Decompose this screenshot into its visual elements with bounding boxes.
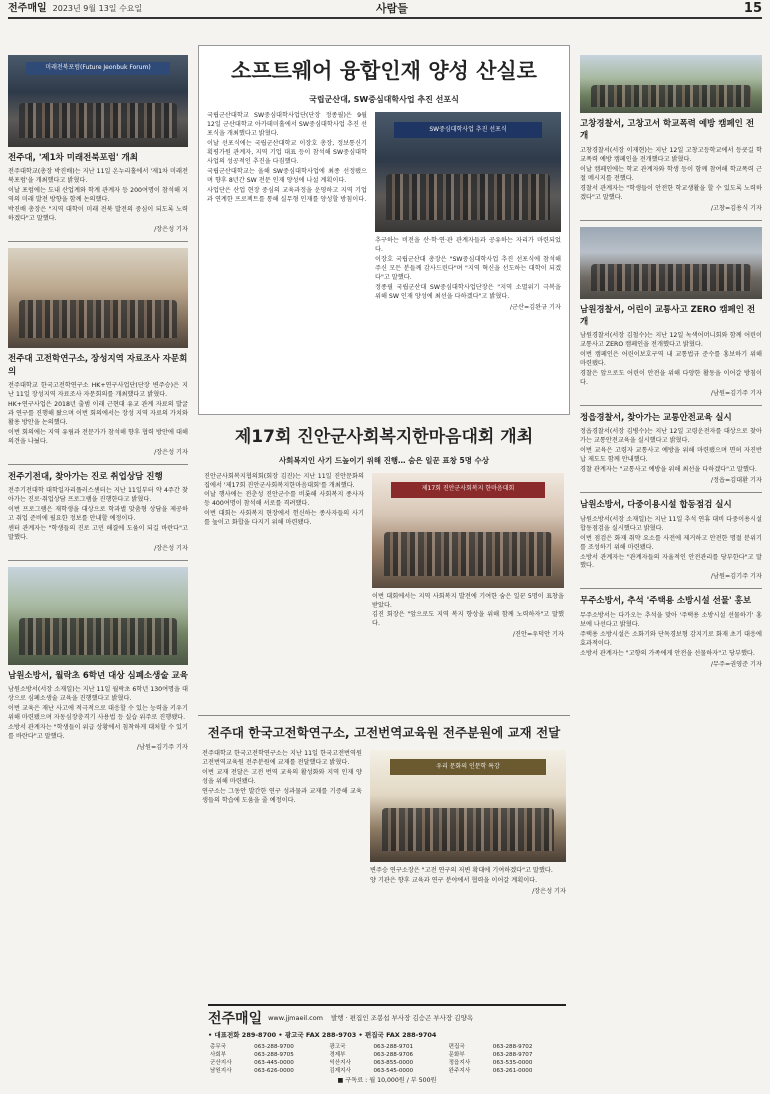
article-title: 전주대, '제1차 미래전북포럼' 개최 — [8, 153, 138, 163]
photo-banner: 우리 문화의 인문학 특강 — [390, 759, 547, 775]
paragraph: 무주소방서는 다가오는 추석을 맞아 '주택용 소방시설 선물하기' 홍보에 나선다고 밝혔다. — [580, 611, 762, 628]
article-body — [580, 612, 762, 659]
paragraph: 이번 교재 전달은 고전 번역 교육의 활성화와 지역 인재 양성을 위해 마련됐다. — [202, 769, 362, 786]
article-title: 남원소방서, 월락초 6학년 대상 심폐소생술 교육 — [8, 670, 188, 681]
paragraph: 이날 행사에는 전춘성 진안군수를 비롯해 사회복지 종사자 등 400여명이 참석해 서로를 격려했다. — [204, 491, 364, 508]
paragraph: 변주승 연구소장은 "고전 연구의 저변 확대에 기여하겠다"고 말했다. — [370, 867, 553, 875]
byline: /무주=권영준 기자 — [710, 660, 762, 668]
photo-banner: 제17회 진안군사회복지 한마음대회 — [391, 482, 545, 498]
paragraph: 김진 회장은 "앞으로도 지역 복지 향상을 위해 함께 노력하자"고 말했다. — [372, 611, 564, 628]
byline: /진안=우덕안 기자 — [512, 631, 564, 639]
article-title: 고창경찰서, 고창고서 학교폭력 예방 캠페인 전개 — [580, 119, 755, 142]
article-body — [8, 168, 188, 224]
paragraph: 이번 회의에는 지역 유림과 전문가가 참석해 향후 협력 방안에 대해 의견을 나눴다. — [8, 428, 188, 445]
article-body — [8, 382, 188, 447]
paragraph: 남원소방서(서장 소재일)는 지난 11일 월락초 6학년 130여명을 대상으로 심폐소생술 교육을 진행했다고 밝혔다. — [8, 686, 188, 703]
article-photo — [8, 55, 188, 147]
paragraph: 소방서 관계자는 "관계자들의 자율적인 안전관리를 당부한다"고 말했다. — [580, 553, 762, 570]
paragraph: 이번 대회는 사회복지 현장에서 헌신하는 종사자들의 사기를 높이고 화합을 다지기 위해 마련됐다. — [204, 510, 364, 527]
table-row: 총무국 063-288-9700 광고국 063-288-9701 편집국 063-288-9702 — [210, 1043, 533, 1050]
article-photo — [580, 55, 762, 113]
paragraph: 국립군산대학교는 올해 SW중심대학사업에 최종 선정됐으며 향후 8년간 SW 전문 인재 양성에 나설 계획이다. — [207, 167, 367, 184]
paragraph: 이장호 국립군산대 총장은 "SW중심대학사업 추진 선포식에 참석해 주신 모든 분들께 감사드린다"며 "지역 혁신을 선도하는 대학이 되겠다"고 말했다. — [375, 256, 561, 281]
article-photo — [370, 750, 566, 862]
byline: /고창=김용식 기자 — [710, 204, 762, 212]
article-box — [198, 45, 570, 415]
paragraph: 이번 교육은 고령자 교통사고 예방을 위해 마련됐으며 면허 자진반납 제도도 함께 안내했다. — [580, 447, 762, 464]
table-row: 군산지사 063-445-0000 익산지사 063-855-0000 정읍지사 063-535-0000 — [210, 1059, 533, 1066]
paragraph: 박진배 총장은 "지역 대학이 미래 전북 발전의 중심이 되도록 노력하겠다"고 말했다. — [8, 206, 188, 223]
article-body — [372, 593, 564, 630]
paragraph: HK+연구사업은 2018년 출범 이래 근현대 유교 관계 자료의 발굴과 연구를 진행해 왔으며 이번 회의에서는 장성 지역 자료의 가치와 활용 방안을 논의했다. — [8, 400, 188, 426]
paragraph: 이번 캠페인은 어린이보호구역 내 교통법규 준수를 홍보하기 위해 마련됐다. — [580, 351, 762, 368]
article-photo — [375, 112, 561, 232]
section-title: 사람들 — [376, 2, 408, 16]
right-column — [580, 55, 762, 670]
paragraph: 이번 대회에서는 지역 사회복지 발전에 기여한 숨은 일꾼 5명이 표창을 받았다. — [372, 592, 564, 609]
article-body — [580, 428, 762, 475]
masthead-footer: ■ 구독료 : 월 10,000원 / 부 500원 — [337, 1077, 437, 1085]
paragraph: 소방서 관계자는 "고향의 가족에게 안전을 선물하자"고 당부했다. — [580, 649, 755, 657]
paragraph: 전주기전대학 대학일자리플러스센터는 지난 11일부터 약 4주간 찾아가는 진로·취업상담 프로그램을 진행한다고 밝혔다. — [8, 487, 188, 503]
article-body — [8, 686, 188, 742]
paragraph: 정읍경찰서(서장 김병수)는 지난 12일 고령운전자를 대상으로 찾아가는 교통안전교육을 실시했다고 밝혔다. — [580, 428, 762, 445]
article-body — [580, 516, 762, 572]
paragraph: 고창경찰서(서장 이재현)는 지난 12일 고창고등학교에서 등굣길 학교폭력 예방 캠페인을 전개했다고 밝혔다. — [580, 146, 762, 163]
paragraph: 전주대학교 한국고전학연구소 HK+연구사업단(단장 변주승)은 지난 11일 장성지역 자료조사 자문회의를 개최했다고 밝혔다. — [8, 381, 188, 398]
paragraph: 이날 포럼에는 도내 산업계와 학계 관계자 등 200여명이 참석해 지역의 미래 발전 방향을 함께 논의했다. — [8, 187, 188, 204]
article-headline: 제17회 진안군사회복지한마음대회 개최 — [234, 427, 534, 447]
byline: /남원=김기주 기자 — [136, 744, 188, 752]
paragraph: 주택용 소방시설은 소화기와 단독경보형 감지기로 화재 초기 대응에 효과적이다. — [580, 630, 762, 647]
article-title: 정읍경찰서, 찾아가는 교통안전교육 실시 — [580, 413, 732, 424]
photo-banner: 미래전북포럼(Future Jeonbuk Forum) — [26, 62, 170, 75]
paragraph: 이번 점검은 화재 취약 요소를 사전에 제거하고 안전한 명절 분위기를 조성하기 위해 마련됐다. — [580, 534, 762, 551]
paragraph: 사업단은 산업 현장 중심의 교육과정을 운영하고 지역 기업과 연계한 프로젝트를 통해 실무형 인재를 양성할 방침이다. — [207, 186, 367, 203]
paragraph: 경찰 관계자는 "교통사고 예방을 위해 최선을 다하겠다"고 말했다. — [580, 466, 757, 474]
issue-date: 2023년 9월 13일 수요일 — [52, 4, 143, 14]
masthead-publishers: 발행 · 편집인 조봉섭 부사장 김승곤 부사장 김양옥 — [331, 1014, 474, 1023]
paragraph: 정종필 국립군산대 SW중심대학사업단장은 "지역 소멸위기 극복을 위해 SW 인재 양성에 최선을 다하겠다"고 밝혔다. — [375, 283, 561, 300]
paragraph: 이번 프로그램은 재학생을 대상으로 학과별 맞춤형 상담을 제공하고 취업 준비에 필요한 정보를 안내할 예정이다. — [8, 505, 188, 522]
paper-name: 전주매일 — [8, 2, 47, 14]
paragraph: 양 기관은 향후 교육과 연구 분야에서 협력을 이어갈 계획이다. — [370, 877, 538, 885]
byline: /장은성 기자 — [154, 544, 188, 552]
article-photo — [8, 248, 188, 348]
header-rule — [8, 17, 762, 19]
paragraph: 연구소는 그동안 발간한 연구 성과물과 교재를 기증해 교육생들의 학습에 도움을 줄 예정이다. — [202, 788, 362, 805]
paragraph: 전주대학교 한국고전학연구소는 지난 11일 한국고전번역원 고전번역교육원 전주분원에 교재를 전달했다고 밝혔다. — [202, 750, 362, 767]
article-photo — [8, 567, 188, 665]
paragraph: 센터 관계자는 "학생들의 진로 고민 해결에 도움이 되길 바란다"고 말했다. — [8, 524, 188, 541]
article-photo — [580, 227, 762, 299]
article-body — [202, 750, 362, 897]
article-body — [375, 237, 561, 302]
center-column — [198, 45, 570, 985]
paragraph: 추구하는 비전을 산·학·연·관 관계자들과 공유하는 자리가 마련되었다. — [375, 237, 561, 254]
contact-table — [208, 1043, 566, 1075]
article-body — [580, 147, 762, 203]
paragraph: 국립군산대학교 SW중심대학사업단(단장 정종필)은 9월 12일 군산대학교 아카데미홀에서 SW중심대학사업 추진 선포식을 개최했다고 밝혔다. — [207, 112, 367, 137]
paragraph: 전주대학교(총장 박진배)는 지난 11일 온누리홀에서 '제1차 미래전북포럼'을 개최했다고 밝혔다. — [8, 168, 188, 185]
paragraph: 남원소방서(서장 소재일)는 지난 11일 추석 연휴 대비 다중이용시설 합동점검을 실시했다고 밝혔다. — [580, 515, 762, 532]
page-number: 15 — [743, 0, 762, 16]
paragraph: 경찰은 앞으로도 어린이 안전을 위해 다양한 활동을 이어갈 방침이다. — [580, 370, 762, 387]
article-title: 남원경찰서, 어린이 교통사고 ZERO 캠페인 전개 — [580, 304, 756, 327]
byline: /남원=김기주 기자 — [710, 390, 762, 398]
article-body — [204, 473, 364, 641]
photo-banner: SW중심대학사업 추진 선포식 — [394, 122, 543, 139]
paragraph: 남원경찰서(서장 김철수)는 지난 12일 녹색어머니회와 함께 어린이 교통사고 ZERO 캠페인을 전개했다고 밝혔다. — [580, 332, 762, 349]
article-title: 전주대 고전학연구소, 장성지역 자료조사 자문회의 — [8, 354, 188, 377]
article-title: 남원소방서, 다중이용시설 합동점검 실시 — [580, 500, 732, 511]
masthead-logo: 전주매일 — [208, 1011, 263, 1027]
paragraph: 소방서 관계자는 "학생들이 위급 상황에서 침착하게 대처할 수 있기를 바란다"고 말했다. — [8, 724, 188, 741]
article-subhead: 국립군산대, SW중심대학사업 추진 선포식 — [309, 95, 459, 105]
masthead — [208, 1004, 566, 1092]
article-block — [198, 715, 570, 985]
byline: /장은성 기자 — [154, 226, 188, 234]
byline: /군산=김완규 기자 — [509, 303, 561, 311]
article-subhead: 사회복지인 사기 드높이기 위해 진행… 숨은 일꾼 표창 5명 수상 — [278, 455, 490, 465]
byline: /장은성 기자 — [154, 448, 188, 456]
article-body — [207, 112, 367, 313]
byline: /남원=김기주 기자 — [710, 573, 762, 581]
paragraph: 경찰서 관계자는 "학생들이 안전한 학교생활을 할 수 있도록 노력하겠다"고 말했다. — [580, 184, 762, 201]
left-column — [8, 55, 188, 753]
article-title: 무주소방서, 추석 '주택용 소방시설 선물' 홍보 — [580, 596, 752, 607]
article-body — [580, 332, 762, 388]
paragraph: 진안군사회복지협의회(회장 김진)는 지난 11일 진안문화의집에서 '제17회 진안군사회복지한마음대회'를 개최했다. — [204, 472, 364, 489]
article-headline: 전주대 한국고전학연구소, 고전번역교육원 전주분원에 교재 전달 — [207, 725, 561, 740]
article-body — [370, 867, 566, 886]
paragraph: 이날 선포식에는 국립군산대학교 이장호 총장, 정보통신기획평가원 관계자, 지역 기업 대표 등이 참석해 SW중심대학사업의 성공적인 추진을 다짐했다. — [207, 139, 367, 165]
article-headline: 소프트웨어 융합인재 양성 산실로 — [231, 59, 537, 83]
byline: /정읍=김대환 기자 — [710, 477, 762, 485]
article-title: 전주기전대, 찾아가는 진로 취업상담 진행 — [8, 471, 163, 482]
table-row: 남원지사 063-626-0000 김제지사 063-545-0000 완주지사 063-261-0000 — [210, 1068, 533, 1075]
article-body — [8, 487, 188, 543]
byline: /장은성 기자 — [532, 888, 566, 896]
masthead-url: www.jjmaeil.com — [268, 1014, 324, 1023]
table-row: 사회부 063-288-9705 경제부 063-288-9706 문화부 063-288-9707 — [210, 1051, 533, 1058]
article-block — [198, 415, 570, 715]
masthead-phones: • 대표전화 289-8700 • 광고국 FAX 288-9703 • 편집국 FAX 288-9704 — [208, 1031, 437, 1040]
paragraph: 이날 캠페인에는 학교 관계자와 학생 등이 함께 참여해 학교폭력 근절 메시지를 전했다. — [580, 165, 762, 182]
paragraph: 이번 교육은 재난 사고에 적극적으로 대응할 수 있는 능력을 키우기 위해 마련됐으며 자동심장충격기 사용법 등 실습 위주로 진행됐다. — [8, 705, 188, 722]
page-header — [8, 2, 762, 16]
article-photo — [372, 473, 564, 588]
